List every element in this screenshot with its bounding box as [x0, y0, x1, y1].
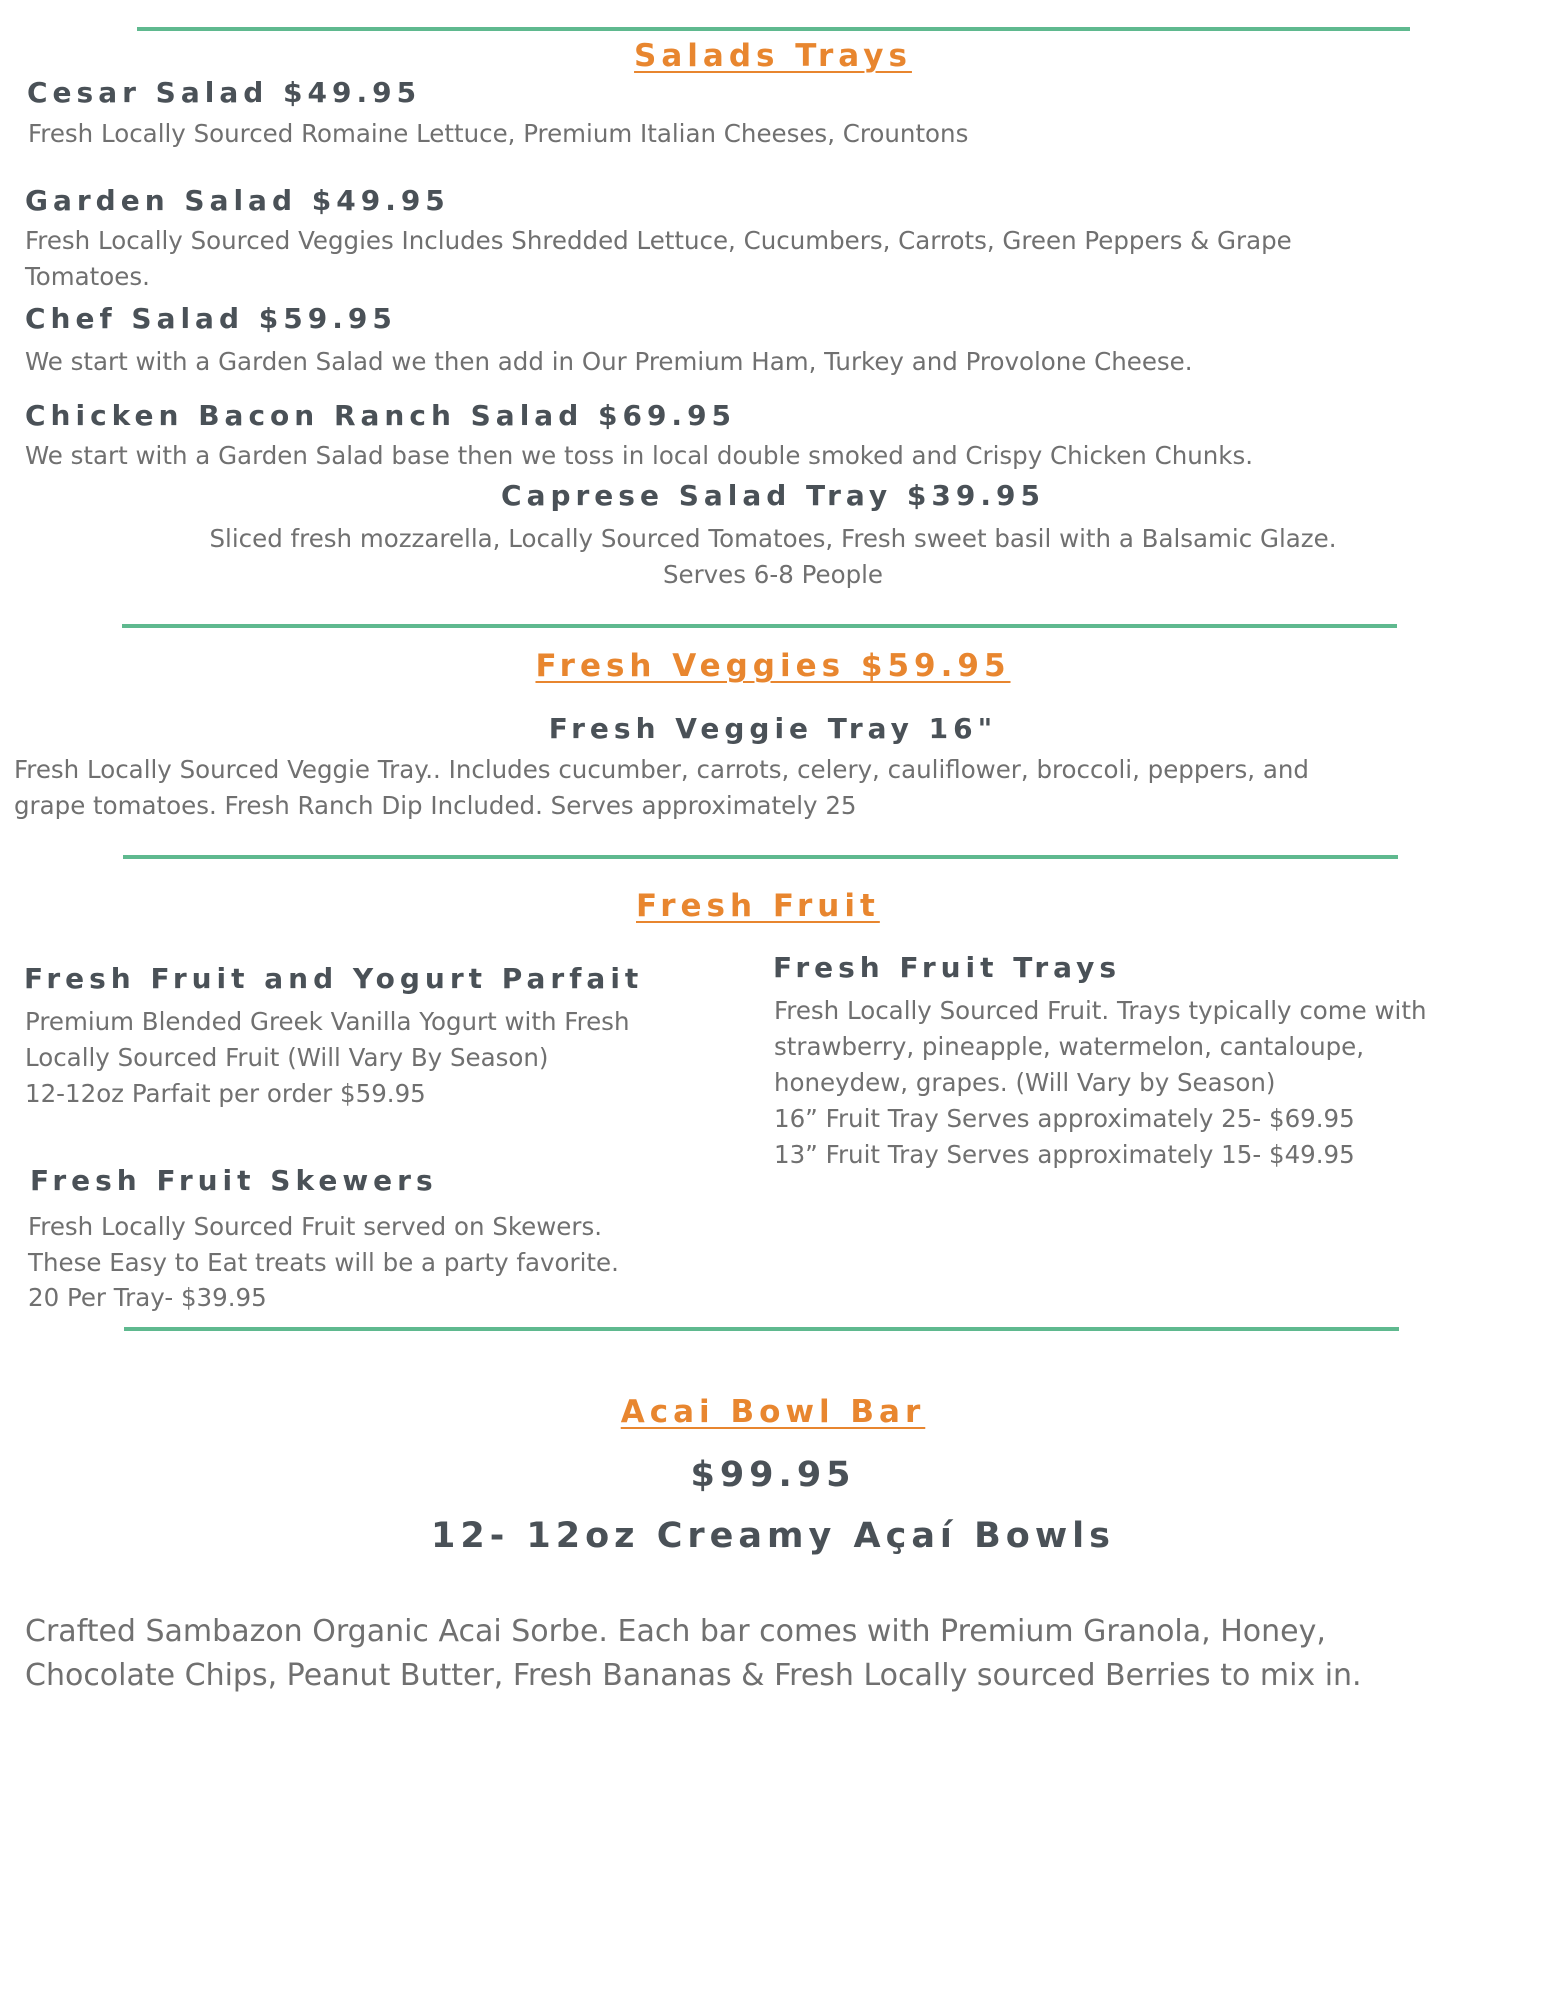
cesar-salad-name: Cesar Salad $49.95 — [27, 76, 422, 109]
parfait-name: Fresh Fruit and Yogurt Parfait — [24, 962, 644, 995]
parfait-description-line2: Locally Sourced Fruit (Will Vary By Season) — [25, 1043, 549, 1072]
fruit-skewers-name: Fresh Fruit Skewers — [30, 1164, 438, 1197]
veggie-tray-name: Fresh Veggie Tray 16" — [548, 712, 998, 745]
veggie-tray-description-line1: Fresh Locally Sourced Veggie Tray.. Includes cucumber, carrots, celery, cauliflower, broccoli, peppers, and — [14, 755, 1309, 784]
acai-section-title: Acai Bowl Bar — [620, 1394, 926, 1430]
caprese-salad-serves: Serves 6-8 People — [662, 560, 884, 589]
section-divider — [124, 1327, 1399, 1331]
acai-price: $99.95 — [690, 1455, 856, 1495]
acai-description-line1: Crafted Sambazon Organic Acai Sorbe. Each bar comes with Premium Granola, Honey, — [25, 1614, 1326, 1649]
fruit-trays-description-line2: strawberry, pineapple, watermelon, cantaloupe, — [774, 1032, 1365, 1061]
acai-subtitle: 12- 12oz Creamy Açaí Bowls — [430, 1516, 1116, 1556]
fruit-tray-16-price: 16” Fruit Tray Serves approximately 25- $69.95 — [774, 1104, 1355, 1133]
fruit-skewers-price: 20 Per Tray- $39.95 — [28, 1283, 267, 1312]
parfait-description-line1: Premium Blended Greek Vanilla Yogurt with Fresh — [25, 1007, 630, 1036]
fruit-trays-description-line1: Fresh Locally Sourced Fruit. Trays typically come with — [774, 996, 1427, 1025]
fruit-trays-description-line3: honeydew, grapes. (Will Vary by Season) — [774, 1068, 1276, 1097]
section-divider — [122, 624, 1397, 628]
parfait-price: 12-12oz Parfait per order $59.95 — [25, 1079, 426, 1108]
section-divider — [123, 855, 1398, 859]
section-divider — [137, 27, 1410, 31]
fruit-tray-13-price: 13” Fruit Tray Serves approximately 15- $49.95 — [774, 1140, 1355, 1169]
chicken-bacon-ranch-salad-name: Chicken Bacon Ranch Salad $69.95 — [25, 399, 737, 432]
garden-salad-name: Garden Salad $49.95 — [25, 184, 450, 217]
fruit-skewers-description-line1: Fresh Locally Sourced Fruit served on Skewers. — [28, 1212, 602, 1241]
fruit-section-title: Fresh Fruit — [636, 888, 880, 924]
caprese-salad-name: Caprese Salad Tray $39.95 — [501, 479, 1045, 512]
salads-section-title: Salads Trays — [634, 38, 912, 74]
fruit-skewers-description-line2: These Easy to Eat treats will be a party favorite. — [28, 1248, 619, 1277]
chef-salad-description: We start with a Garden Salad we then add in Our Premium Ham, Turkey and Provolone Cheese. — [25, 347, 1193, 376]
garden-salad-description-line2: Tomatoes. — [25, 262, 150, 291]
veggie-tray-description-line2: grape tomatoes. Fresh Ranch Dip Included. Serves approximately 25 — [14, 791, 857, 820]
veggies-section-title: Fresh Veggies $59.95 — [535, 648, 1011, 684]
acai-description-line2: Chocolate Chips, Peanut Butter, Fresh Bananas & Fresh Locally sourced Berries to mix in. — [25, 1658, 1362, 1693]
cesar-salad-description: Fresh Locally Sourced Romaine Lettuce, Premium Italian Cheeses, Crountons — [28, 119, 969, 148]
garden-salad-description-line1: Fresh Locally Sourced Veggies Includes Shredded Lettuce, Cucumbers, Carrots, Green Peppers & Grape — [25, 226, 1292, 255]
caprese-salad-description-line1: Sliced fresh mozzarella, Locally Sourced Tomatoes, Fresh sweet basil with a Balsamic Glaze. — [209, 524, 1337, 553]
chef-salad-name: Chef Salad $59.95 — [25, 302, 397, 335]
chicken-bacon-ranch-salad-description: We start with a Garden Salad base then we toss in local double smoked and Crispy Chicken Chunks. — [25, 441, 1254, 470]
fruit-trays-name: Fresh Fruit Trays — [773, 951, 1122, 984]
